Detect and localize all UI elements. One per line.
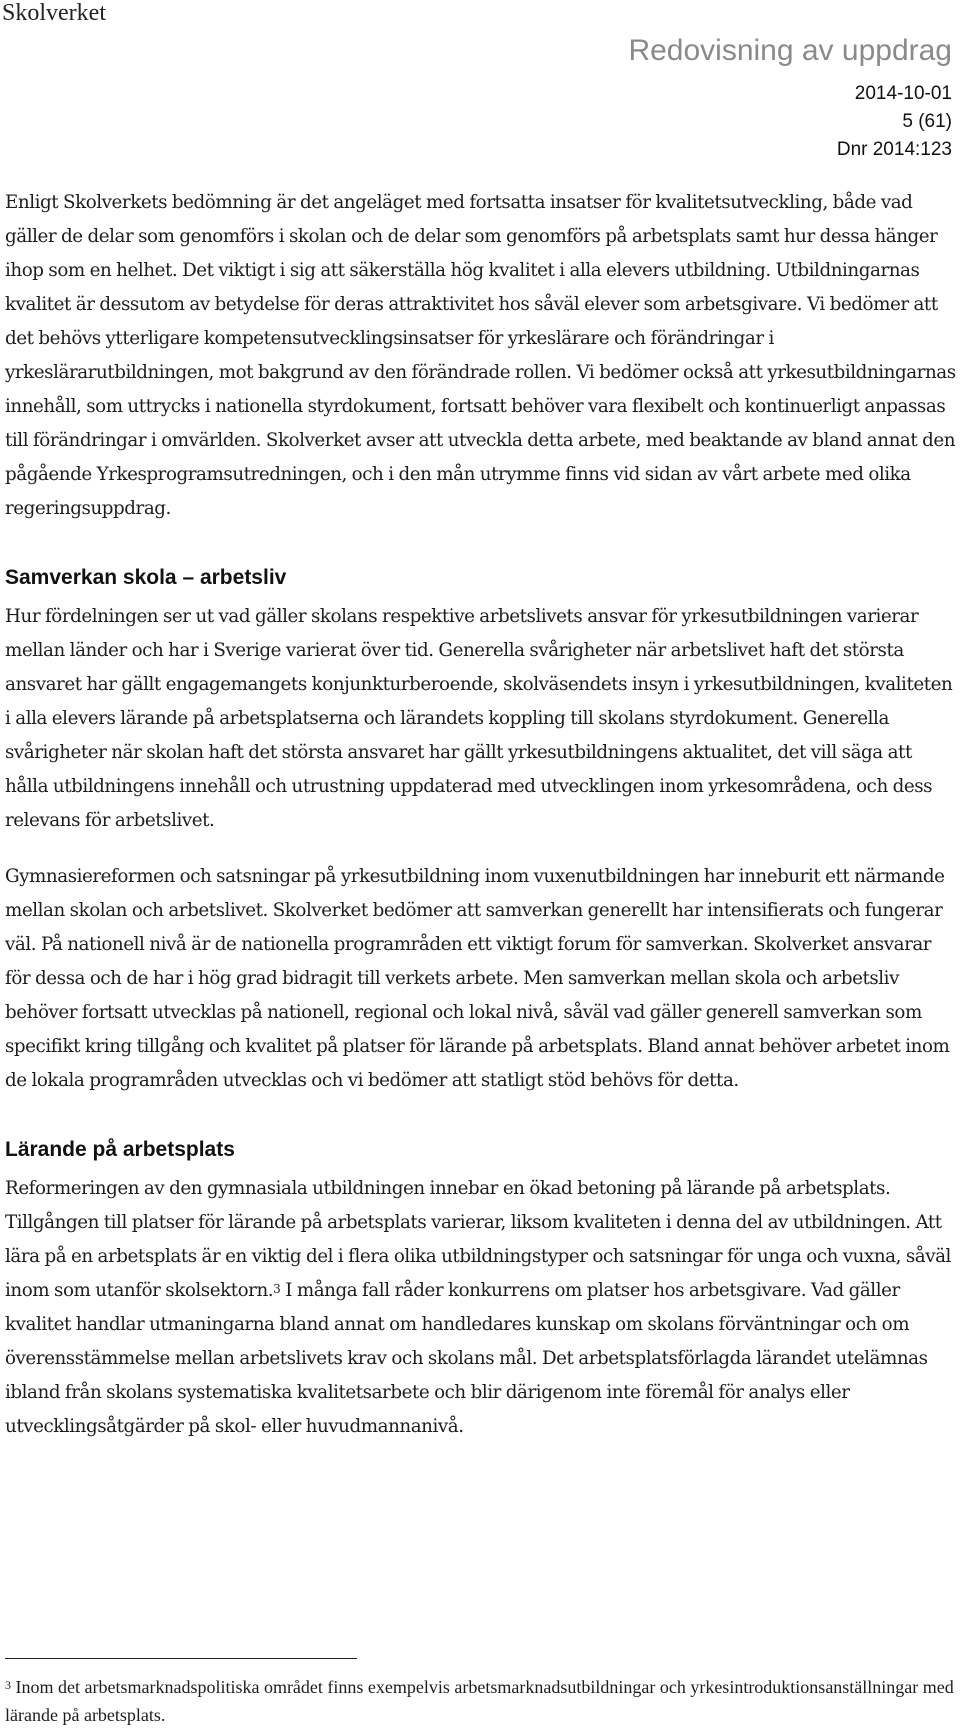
section-heading-samverkan: Samverkan skola – arbetsliv: [5, 566, 287, 589]
footnote-reference[interactable]: 3: [273, 1282, 281, 1296]
organization-name: Skolverket: [2, 0, 106, 26]
page-number: 5 (61): [902, 111, 952, 132]
section-larande-text-b: I många fall råder konkurrens om platser hos arbetsgivare. Vad gäller kvalitet handlar utmaningarna bland annat om handledares kunskap om skolans förväntningar och om överensstämmelse mellan arbetslivets krav och skolans mål. Det arbetsplatsförlagda lärandet utelämnas ibland från skolans systematiska kvalitetsarbete och blir därigenom inte föremål för analys eller utvecklingsåtgärder på skol- eller huvudmannanivå.: [5, 1280, 928, 1437]
section-larande-text-a: Reformeringen av den gymnasiala utbildningen innebar en ökad betoning på lärande på arbetsplats. Tillgången till platser för lärande på arbetsplats varierar, liksom kvaliteten i denna del av utbildningen. Att lära på en arbetsplats är en viktig del i flera olika utbildningstyper och satsningar för unga och vuxna, såväl inom som utanför skolsektorn.: [5, 1178, 951, 1301]
footnote-text: Inom det arbetsmarknadspolitiska området finns exempelvis arbetsmarknadsutbildningar och yrkesintroduktionsanställningar med lärande på arbetsplats.: [5, 1677, 954, 1725]
document-date: 2014-10-01: [854, 83, 952, 104]
document-meta: [837, 80, 952, 164]
section-samverkan-paragraph-1: Hur fördelningen ser ut vad gäller skolans respektive arbetslivets ansvar för yrkesutbildningen varierar mellan länder och har i Sverige varierat över tid. Generella svårigheter när arbetslivet haft det största ansvaret har gällt engagemangets konjunkturberoende, skolväsendets insyn i yrkesutbildningen, kvaliteten i alla elevers lärande på arbetsplatserna och lärandets koppling till skolans styrdokument. Generella svårigheter när skolan haft det största ansvaret har gällt yrkesutbildningens aktualitet, det vill säga att hålla utbildningens innehåll och utrustning uppdaterad med utvecklingen inom yrkesområdena, och dess relevans för arbetslivet.: [5, 606, 953, 831]
section-larande-paragraph: [5, 1172, 958, 1444]
registration-number: Dnr 2014:123: [836, 139, 952, 160]
footnote-divider: [5, 1658, 357, 1659]
section-heading-larande: Lärande på arbetsplats: [5, 1138, 235, 1161]
intro-paragraph: Enligt Skolverkets bedömning är det angeläget med fortsatta insatser för kvalitetsutveckling, både vad gäller de delar som genomförs i skolan och de delar som genomförs på arbetsplats samt hur dessa hänger ihop som en helhet. Det viktigt i sig att säkerställa hög kvalitet i alla elevers utbildning. Utbildningarnas kvalitet är dessutom av betydelse för deras attraktivitet hos såväl elever som arbetsgivare. Vi bedömer att det behövs ytterligare kompetensutvecklingsinsatser för yrkeslärare och förändringar i yrkeslärarutbildningen, mot bakgrund av den förändrade rollen. Vi bedömer också att yrkesutbildningarnas innehåll, som uttrycks i nationella styrdokument, fortsatt behöver vara flexibelt och kontinuerligt anpassas till förändringar i omvärlden. Skolverket avser att utveckla detta arbete, med beaktande av bland annat den pågående Yrkesprogramsutredningen, och i den mån utrymme finns vid sidan av vårt arbete med olika regeringsuppdrag.: [5, 192, 956, 519]
document-title: Redovisning av uppdrag: [628, 34, 952, 67]
section-samverkan-paragraph-2: Gymnasiereformen och satsningar på yrkesutbildning inom vuxenutbildningen har inneburit ett närmande mellan skolan och arbetslivet. Skolverket bedömer att samverkan generellt har intensifierats och fungerar väl. På nationell nivå är de nationella programråden ett viktigt forum för samverkan. Skolverket ansvarar för dessa och de har i hög grad bidragit till verkets arbete. Men samverkan mellan skola och arbetsliv behöver fortsatt utvecklas på nationell, regional och lokal nivå, såväl vad gäller generell samverkan som specifikt kring tillgång och kvalitet på platser för lärande på arbetsplats. Bland annat behöver arbetet inom de lokala programråden utvecklas och vi bedömer att statligt stöd behövs för detta.: [5, 866, 950, 1091]
footnote: [5, 1673, 955, 1729]
document-body: [5, 186, 958, 1444]
footnote-number: 3: [5, 1678, 11, 1692]
